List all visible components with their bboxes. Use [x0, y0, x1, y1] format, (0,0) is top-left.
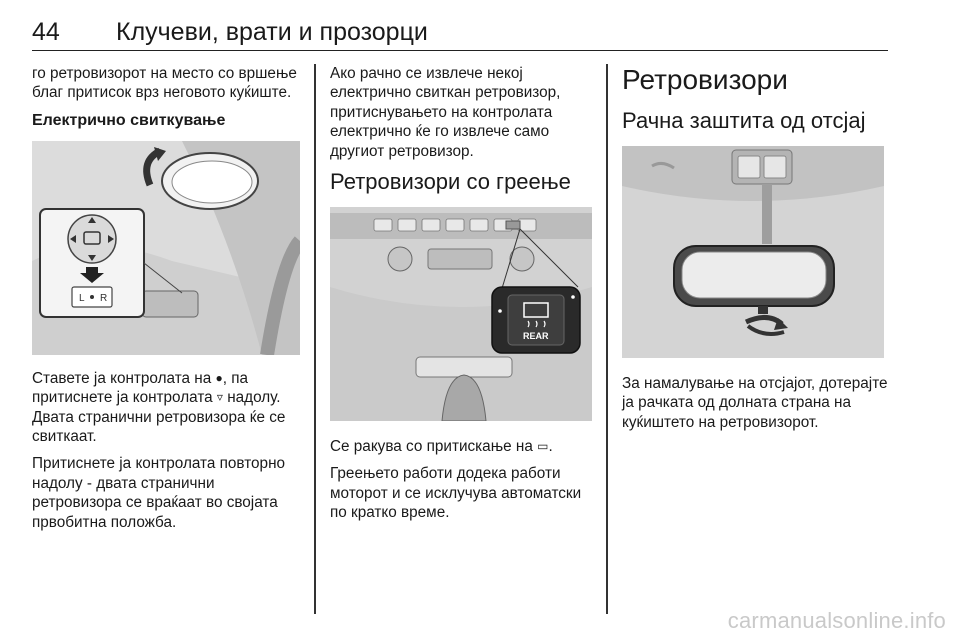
column-divider	[606, 64, 608, 614]
paragraph: Ставете ја контролата на ●, па притиснете ја контролата ▿ надолу. Двата странични ретровизора ќе се свиткаат.	[32, 369, 286, 446]
paragraph: За намалување на отсјајот, дотерајте ја рачката од долната страна на куќиштето на ретровизорот.	[622, 375, 888, 431]
column-1	[32, 64, 300, 540]
fold-symbol-icon: ▿	[216, 390, 223, 405]
section-heading: Ретровизори со греење	[330, 169, 571, 195]
section-subtitle: Рачна заштита од отсјај	[622, 108, 866, 133]
paragraph: го ретровизорот на место со вршење благ притисок врз неговото куќиште.	[32, 65, 297, 102]
column-divider	[314, 64, 316, 614]
rear-view-mirror-illustration	[622, 146, 884, 358]
heated-mirror-button-figure	[330, 207, 592, 421]
rear-button-label: REAR	[523, 331, 549, 342]
figure-label-right: R	[100, 292, 108, 304]
rear-heat-icon: ▭	[537, 439, 549, 454]
rear-view-mirror-figure	[622, 146, 884, 358]
watermark: carmanualsonline.info	[727, 608, 946, 633]
figure-label-left: L	[79, 292, 85, 304]
page-header	[32, 14, 888, 51]
paragraph: Притиснете ја контролата повторно надолу - двата странични ретровизора се враќаат во својата првобитна положба.	[32, 455, 286, 531]
paragraph: Ако рачно се извлече некој електрично свиткан ретровизор, притиснувањето на контролата електрично ќе го извлече само другиот ретровизор.	[330, 65, 561, 160]
section-title: Ретровизори	[622, 64, 788, 95]
column-2	[330, 64, 598, 531]
mirror-fold-illustration	[32, 141, 300, 355]
page-number: 44	[32, 18, 60, 46]
heated-mirror-illustration	[330, 207, 592, 421]
column-3	[622, 64, 890, 440]
paragraph: Греењето работи додека работи моторот и се исклучува автоматски по кратко време.	[330, 465, 582, 522]
chapter-title: Клучеви, врати и прозорци	[116, 18, 428, 46]
dot-symbol-icon: ●	[215, 370, 223, 385]
paragraph: Се ракува со притискање на ▭.	[330, 438, 553, 456]
mirror-fold-control-figure	[32, 141, 300, 355]
section-heading: Електрично свиткување	[32, 111, 226, 129]
